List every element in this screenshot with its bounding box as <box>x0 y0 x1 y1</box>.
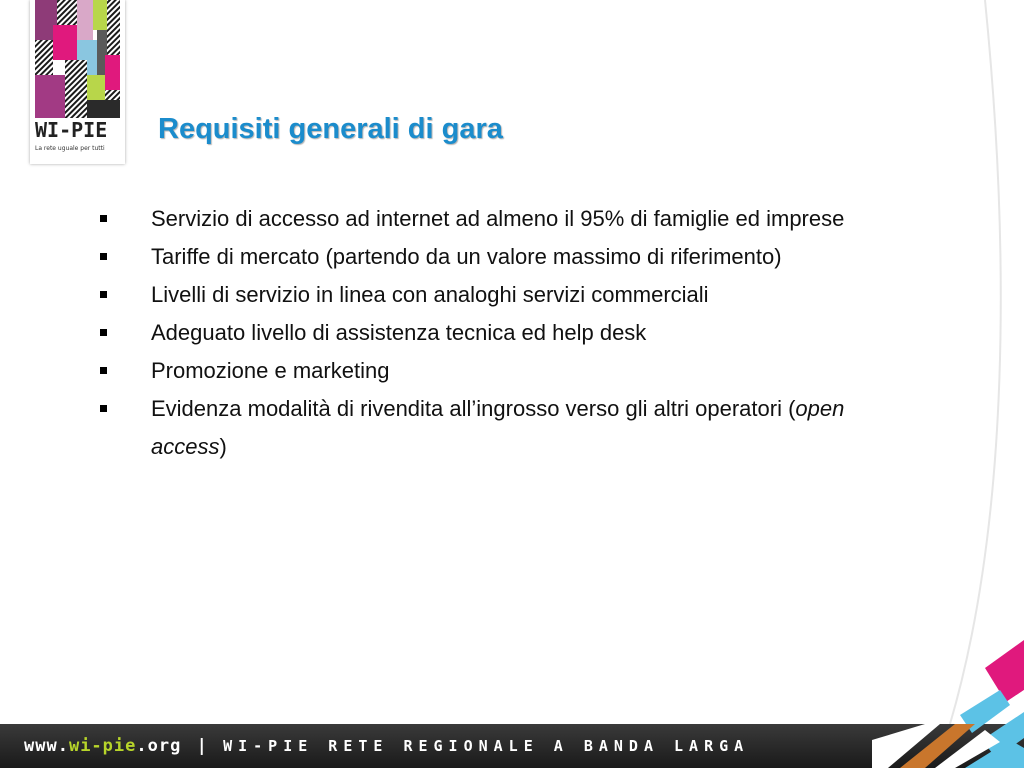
list-item <box>100 314 920 352</box>
bullet-square-icon <box>100 367 107 374</box>
footer-text <box>24 736 749 756</box>
bullet-text <box>151 396 844 459</box>
footer-bar <box>0 724 1024 768</box>
logo-graphic <box>35 0 120 118</box>
bullet-list <box>100 200 920 466</box>
list-item <box>100 200 920 238</box>
bullet-text-part: Evidenza modalità di rivendita all’ingrosso verso gli altri operatori ( <box>151 396 796 421</box>
bullet-text-italic: open access <box>151 396 845 459</box>
footer-url-highlight: wi-pie <box>68 736 137 756</box>
list-item <box>100 238 920 276</box>
bullet-text: Adeguato livello di assistenza tecnica ed help desk <box>151 320 647 345</box>
bullet-square-icon <box>100 253 107 260</box>
bullet-text: Livelli di servizio in linea con analoghi servizi commerciali <box>151 282 709 307</box>
list-item <box>100 390 920 466</box>
bullet-text-part: ) <box>219 434 227 459</box>
footer-separator: | <box>196 736 208 756</box>
bullet-text: Servizio di accesso ad internet ad almeno il 95% di famiglie ed imprese <box>151 206 845 231</box>
bullet-square-icon <box>100 291 107 298</box>
list-item <box>100 352 920 390</box>
bullet-square-icon <box>100 215 107 222</box>
logo-tagline: La rete uguale per tutti <box>35 145 105 152</box>
logo-brand-text: WI-PIE <box>35 118 108 142</box>
logo <box>30 0 125 164</box>
footer-url-suffix: .org <box>136 736 182 756</box>
slide-title: Requisiti generali di gara <box>158 113 503 145</box>
footer-tagline: WI-PIE RETE REGIONALE A BANDA LARGA <box>223 737 750 755</box>
list-item <box>100 276 920 314</box>
bullet-text: Tariffe di mercato (partendo da un valore massimo di riferimento) <box>151 244 782 269</box>
footer-url-prefix: www. <box>24 736 69 756</box>
bullet-square-icon <box>100 405 107 412</box>
bullet-square-icon <box>100 329 107 336</box>
bullet-text: Promozione e marketing <box>151 358 390 383</box>
